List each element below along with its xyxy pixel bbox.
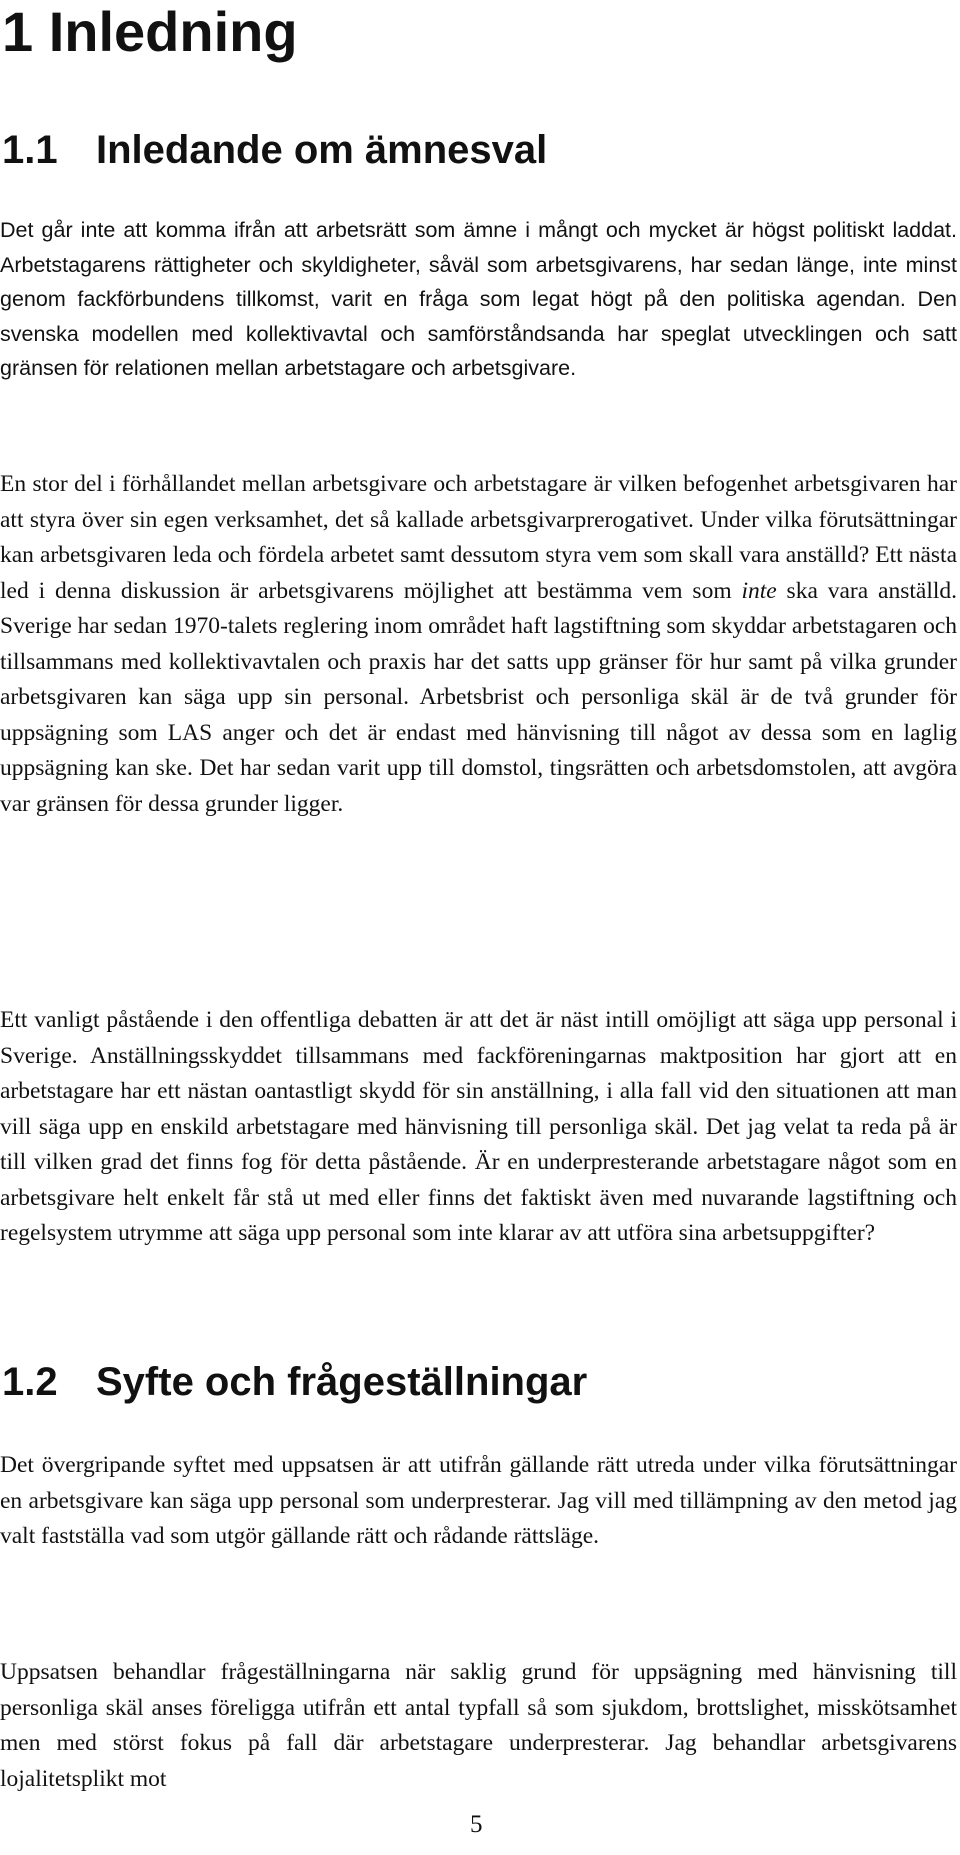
section-title: Inledande om ämnesval (96, 128, 548, 172)
section-title: Syfte och frågeställningar (96, 1360, 588, 1404)
paragraph-prerogative (0, 467, 957, 822)
section-number: 1.2 (2, 1360, 58, 1404)
section-heading (2, 1358, 587, 1406)
chapter-heading: 1 Inledning (2, 0, 298, 63)
paragraph-purpose: Det övergripande syftet med uppsatsen är att utifrån gällande rätt utreda under vilka förutsättningar en arbetsgivare kan säga upp personal som underpresterar. Jag vill med tillämpning av den metod jag valt fastställa vad som utgör gällande rätt och rådande rättsläge. (0, 1452, 957, 1549)
emphasis-text: inte (741, 577, 777, 604)
paragraph-intro: Det går inte att komma ifrån att arbetsrätt som ämne i mångt och mycket är högst politiskt laddat. Arbetstagarens rättigheter och skyldigheter, såväl som arbetsgivarens, har sedan länge, inte minst genom fackförbundens tillkomst, varit en fråga som legat högt på den politiska agendan. Den svenska modellen med kollektivavtal och samförståndsanda har speglat utvecklingen och satt gränsen för relationen mellan arbetstagare och arbetsgivare. (0, 218, 957, 380)
paragraph-text: ska vara anställd. Sverige har sedan 1970-talets reglering inom området haft lagstiftning som skyddar arbetstagaren och tillsammans med kollektivavtalen och praxis har det satts upp gränser för hur samt på vilka grunder arbetsgivaren kan säga upp sin personal. Arbetsbrist och personliga skäl är de två grunder för uppsägning som LAS anger och det är endast med hänvisning till något av dessa som en laglig uppsägning kan ske. Det har sedan varit upp till domstol, tingsrätten och arbetsdomstolen, att avgöra var gränsen för dessa grunder ligger. (0, 577, 957, 817)
section-heading (2, 126, 547, 174)
paragraph-text: En stor del i förhållandet mellan arbetsgivare och arbetstagare är vilken befogenhet arbetsgivaren har att styra över sin egen verksamhet, det så kallade arbetsgivarprerogativet. Under vilka förutsättningar kan arbetsgivaren leda och fördela arbetet samt dessutom styra vem som skall vara anställd? Ett nästa led i denna diskussion är arbetsgivarens möjlighet att bestämma vem som (0, 471, 957, 604)
section-number: 1.1 (2, 128, 58, 172)
paragraph-scope: Uppsatsen behandlar frågeställningarna när saklig grund för uppsägning med hänvisning till personliga skäl anses föreligga utifrån ett antal typfall så som sjukdom, brottslighet, misskötsamhet men med störst fokus på fall där arbetstagare underpresterar. Jag behandlar arbetsgivarens lojalitetsplikt mot (0, 1659, 957, 1792)
paragraph-debate: Ett vanligt påstående i den offentliga debatten är att det är näst intill omöjligt att säga upp personal i Sverige. Anställningsskyddet tillsammans med fackföreningarnas maktposition har gjort att en arbetstagare har ett nästan oantastligt skydd för sin anställning, i alla fall vid den situationen att man vill säga upp en enskild arbetstagare med hänvisning till personliga skäl. Det jag velat ta reda på är till vilken grad det finns fog för detta påstående. Är en underpresterande arbetstagare något som en arbetsgivare helt enkelt får stå ut med eller finns det faktiskt även med nuvarande lagstiftning och regelsystem utrymme att säga upp personal som inte klarar av att utföra sina arbetsuppgifter? (0, 1007, 957, 1246)
page-number: 5 (470, 1811, 483, 1838)
